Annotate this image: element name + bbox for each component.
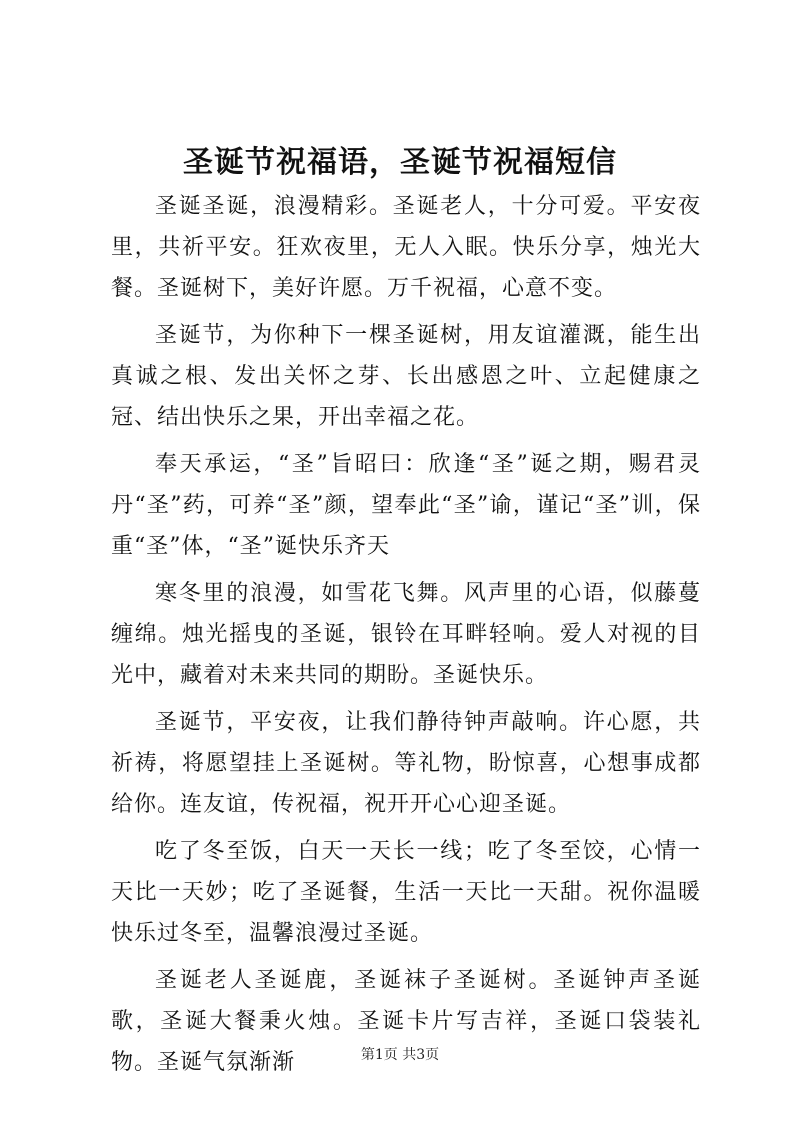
paragraph: 圣诞节，为你种下一棵圣诞树，用友谊灌溉，能生出真诚之根、发出关怀之芽、长出感恩之叶、立起健康之冠、结出快乐之果，开出幸福之花。	[111, 323, 701, 430]
paragraph: 圣诞老人圣诞鹿，圣诞袜子圣诞树。圣诞钟声圣诞歌，圣诞大餐秉火烛。圣诞卡片写吉祥，圣诞口袋装礼物。圣诞气氛渐渐	[111, 968, 701, 1075]
paragraph: 圣诞圣诞，浪漫精彩。圣诞老人，十分可爱。平安夜里，共祈平安。狂欢夜里，无人入眠。快乐分享，烛光大餐。圣诞树下，美好许愿。万千祝福，心意不变。	[111, 194, 701, 301]
page-number-footer: 第1页 共3页	[360, 1047, 440, 1063]
document-body	[111, 186, 701, 1089]
paragraph: 圣诞节，平安夜，让我们静待钟声敲响。许心愿，共祈祷，将愿望挂上圣诞树。等礼物，盼惊喜，心想事成都给你。连友谊，传祝福，祝开开心心迎圣诞。	[111, 710, 701, 817]
page-title: 圣诞节祝福语，圣诞节祝福短信	[183, 145, 617, 180]
paragraph: 寒冬里的浪漫，如雪花飞舞。风声里的心语，似藤蔓缠绵。烛光摇曳的圣诞，银铃在耳畔轻响。爱人对视的目光中，藏着对未来共同的期盼。圣诞快乐。	[111, 581, 701, 688]
paragraph: 奉天承运，“圣”旨昭曰：欣逢“圣”诞之期，赐君灵丹“圣”药，可养“圣”颜，望奉此“圣”谕，谨记“圣”训，保重“圣”体，“圣”诞快乐齐天	[111, 452, 701, 559]
paragraph: 吃了冬至饭，白天一天长一线；吃了冬至饺，心情一天比一天妙；吃了圣诞餐，生活一天比一天甜。祝你温暖快乐过冬至，温馨浪漫过圣诞。	[111, 839, 701, 946]
